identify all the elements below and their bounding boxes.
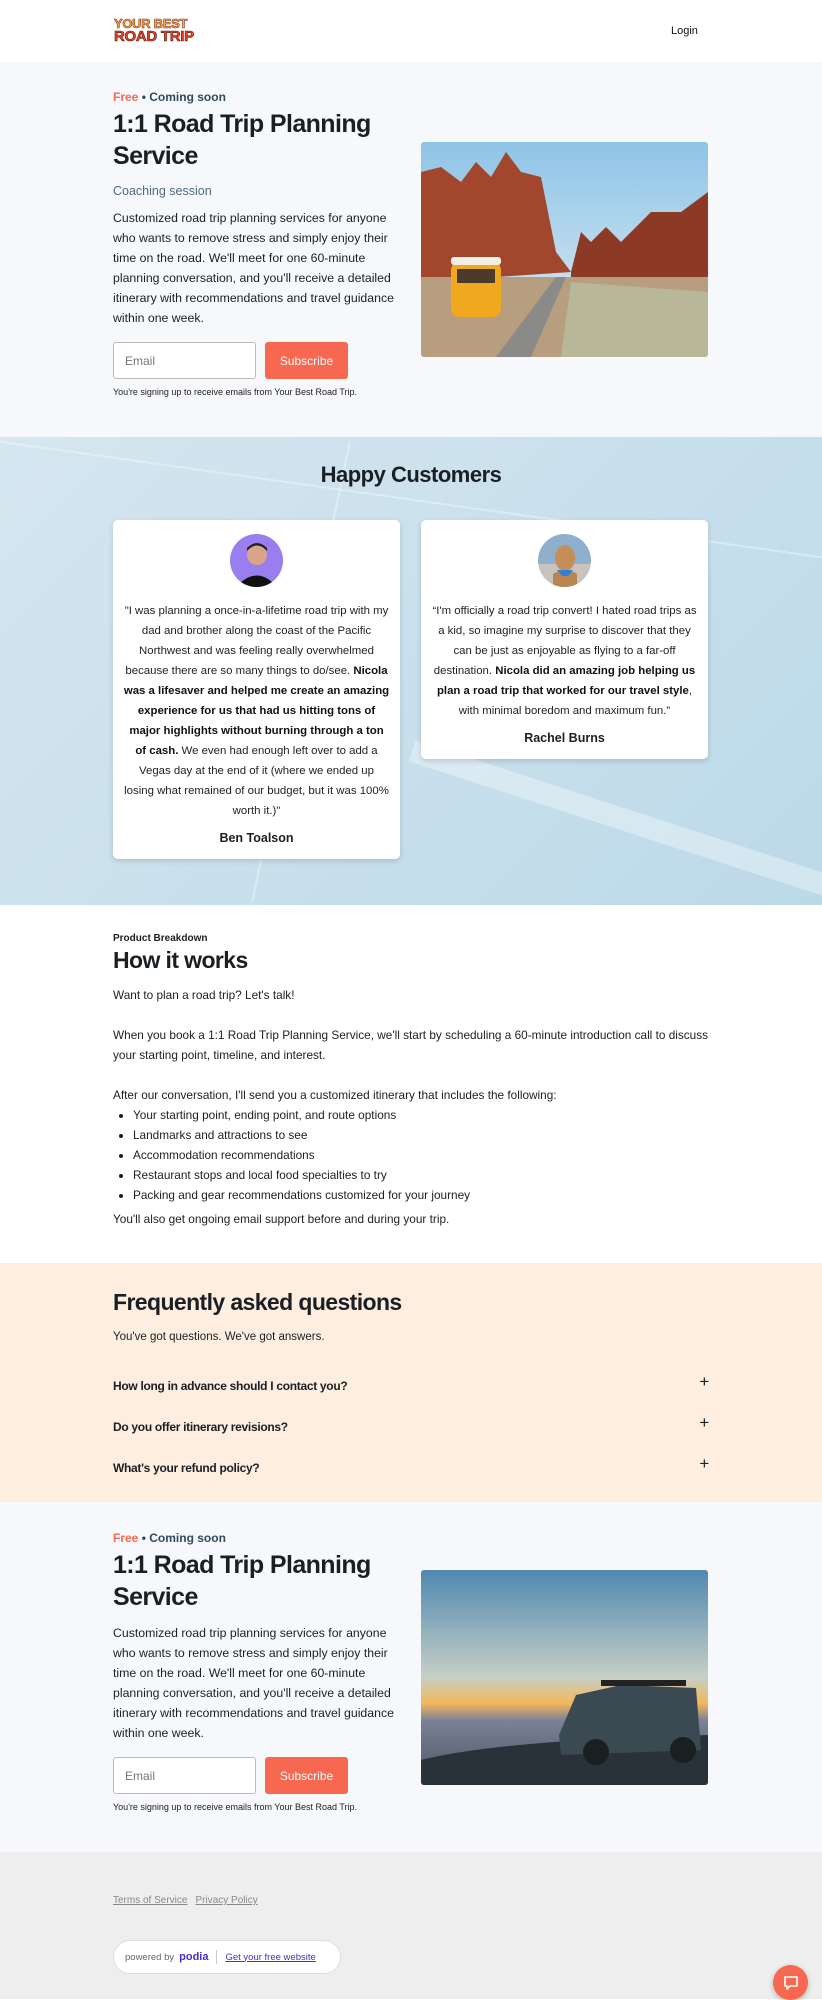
site-header	[0, 0, 822, 62]
price-label: Free	[113, 90, 139, 104]
price-status	[113, 90, 709, 104]
product-description: Customized road trip planning services for anyone who wants to remove stress and simply enjoy their time on the road. We'll meet for one 60-minute planning conversation, and you'll receive a detailed itinerary with recommendations and travel guidance within one week.	[113, 1626, 394, 1740]
chat-icon	[782, 1974, 800, 1992]
podia-logo[interactable]: podia	[179, 1951, 209, 1963]
avatar	[538, 534, 591, 587]
login-link[interactable]: Login	[671, 25, 698, 37]
van-canyon-photo	[421, 142, 708, 357]
paragraph: After our conversation, I'll send you a customized itinerary that includes the following:	[113, 1088, 557, 1102]
testimonial-author: Ben Toalson	[219, 831, 294, 845]
testimonial-quote: "I was planning a once-in-a-lifetime road trip with my dad and brother along the coast of the Pacific Northwest and was feeling really overwhelmed because there are so many things to do/see. Nicola was a lifesaver and helped me create an amazing experience for us that had us hitting tons of major highlights without burning through a ton of cash. We even had enough left over to add a Vegas day at the end of it (where we ended up losing what remained of our budget, but it was 100% worth it.)"	[123, 605, 390, 817]
car-sunset-photo	[421, 1570, 708, 1785]
how-heading: How it works	[113, 947, 248, 973]
logo-line-1: YOUR BEST	[114, 16, 188, 31]
product-hero-bottom	[0, 1502, 822, 1852]
list-item: • Accommodation recommendations	[133, 1145, 713, 1165]
avatar	[230, 534, 283, 587]
status-label: Coming soon	[149, 90, 226, 104]
faq-section	[0, 1263, 822, 1502]
list-item: • Landmarks and attractions to see	[133, 1125, 713, 1145]
faq-item[interactable]: How long in advance should I contact you? +	[113, 1372, 709, 1393]
faq-item[interactable]: Do you offer itinerary revisions? +	[113, 1413, 709, 1434]
product-title: 1:1 Road Trip Planning Service	[113, 110, 371, 170]
logo[interactable]	[114, 17, 194, 43]
logo-line-2: ROAD TRIP	[114, 28, 194, 45]
testimonial-card	[421, 520, 708, 759]
list-item: • Restaurant stops and local food specialties to try	[133, 1165, 713, 1185]
subscribe-button[interactable]: Subscribe	[265, 1757, 348, 1794]
product-subtitle: Coaching session	[113, 184, 212, 198]
paragraph: When you book a 1:1 Road Trip Planning Service, we'll start by scheduling a 60-minute introduction call to discuss your starting point, timeline, and interest.	[113, 1028, 709, 1062]
privacy-link[interactable]: Privacy Policy	[195, 1895, 258, 1906]
testimonial-card	[113, 520, 400, 859]
faq-heading: Frequently asked questions	[113, 1289, 402, 1315]
section-label: Product Breakdown	[113, 933, 208, 944]
faq-item[interactable]: What's your refund policy? +	[113, 1454, 709, 1475]
terms-link[interactable]: Terms of Service	[113, 1895, 188, 1906]
site-footer	[0, 1852, 822, 1999]
testimonial-quote: “I'm officially a road trip convert! I hated road trips as a kid, so imagine my surprise to discover that they can be just as enjoyable as flying to a far-off destination. Nicola did an amazing job helping us plan a road trip that worked for our travel style, with minimal boredom and maximum fun.”	[432, 605, 697, 717]
chat-button[interactable]	[773, 1965, 808, 2000]
signup-disclaimer: You're signing up to receive emails from Your Best Road Trip.	[113, 387, 358, 397]
how-it-works-section	[0, 905, 822, 1263]
testimonial-author: Rachel Burns	[524, 731, 605, 745]
email-input[interactable]	[113, 342, 256, 379]
feature-list	[133, 1105, 713, 1205]
powered-by-badge	[113, 1940, 341, 1974]
product-description: Customized road trip planning services for anyone who wants to remove stress and simply enjoy their time on the road. We'll meet for one 60-minute planning conversation, and you'll receive a detailed itinerary with recommendations and travel guidance within one week.	[113, 211, 394, 325]
plus-icon[interactable]: +	[699, 1413, 709, 1432]
divider	[216, 1950, 217, 1964]
price-status: Free • Coming soon	[113, 1531, 226, 1545]
signup-disclaimer: You're signing up to receive emails from Your Best Road Trip.	[113, 1802, 358, 1812]
list-item: • Packing and gear recommendations customized for your journey	[133, 1185, 713, 1205]
free-website-link[interactable]: Get your free website	[225, 1951, 316, 1963]
plus-icon[interactable]: +	[699, 1372, 709, 1391]
footer-links	[113, 1895, 266, 1906]
product-title: 1:1 Road Trip Planning Service	[113, 1551, 371, 1611]
paragraph: Want to plan a road trip? Let's talk!	[113, 988, 295, 1002]
how-body	[113, 985, 713, 1229]
product-hero	[0, 62, 822, 437]
paragraph: You'll also get ongoing email support before and during your trip.	[113, 1212, 450, 1226]
powered-by-text: powered by	[125, 1951, 175, 1963]
testimonials-heading: Happy Customers	[320, 462, 502, 487]
list-item: • Your starting point, ending point, and route options	[133, 1105, 713, 1125]
separator: •	[141, 90, 146, 104]
plus-icon[interactable]: +	[699, 1454, 709, 1473]
faq-subtitle: You've got questions. We've got answers.	[113, 1331, 325, 1343]
email-input[interactable]	[113, 1757, 256, 1794]
subscribe-button[interactable]: Subscribe	[265, 342, 348, 379]
